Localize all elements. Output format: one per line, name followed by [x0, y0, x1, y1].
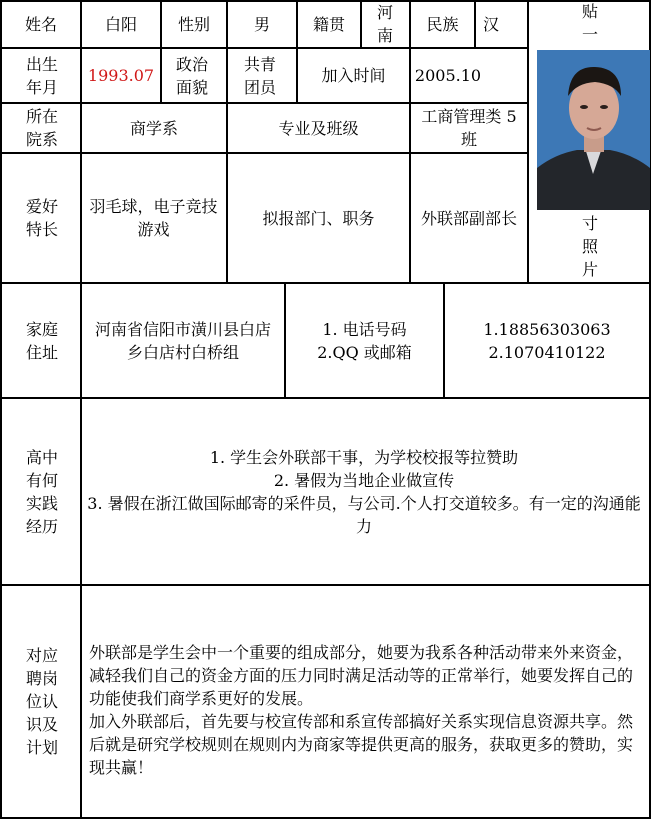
plan-paragraph: 外联部是学生会中一个重要的组成部分，她要为我系各种活动带来外来资金，减轻我们自己的资金方面的压力同时满足活动等的正常举行，她要发挥自己的功能使我们商学系更好的发展。: [89, 643, 634, 708]
experience-item: 2. 暑假为当地企业做宣传: [273, 470, 455, 490]
ethnicity-label: 民族: [426, 15, 459, 34]
plan-label: 对应聘岗位认识及计划: [25, 646, 58, 757]
name-label: 姓名: [24, 15, 57, 34]
address-value: 河南省信阳市潢川县白店乡白店村白桥组: [94, 319, 271, 362]
major-class-value: 工商管理类 5 班: [421, 107, 517, 149]
native-place-label: 籍贯: [312, 15, 345, 34]
experience-item: 1. 学生会外联部干事，为学校校报等拉赞助: [209, 447, 519, 467]
contact-values: [445, 284, 649, 397]
address-label: 家庭住址: [25, 319, 58, 362]
contact-labels: [286, 284, 443, 397]
experience-list: [84, 399, 644, 584]
political-label: 政治面貌: [175, 54, 208, 97]
photo-label-top: 贴一: [581, 2, 598, 44]
department-value: 商学系: [129, 118, 178, 138]
major-class-label: 专业及班级: [278, 118, 359, 138]
hobbies-label: 爱好特长: [25, 197, 58, 239]
photo-label-bottom: 寸照片: [581, 213, 598, 279]
phone-value: 1.18856303063: [483, 319, 611, 339]
qq-email-label: 2.QQ 或邮箱: [317, 342, 412, 362]
intended-position-label: 拟报部门、职务: [262, 208, 375, 228]
gender-label: 性别: [177, 15, 210, 34]
gender-value: 男: [253, 15, 270, 34]
department-label: 所在院系: [25, 107, 58, 149]
experience-item: 3. 暑假在浙江做国际邮寄的采件员，与公司.个人打交道较多。有一定的沟通能力: [87, 493, 641, 536]
birth-value: 1993.07: [87, 66, 155, 85]
native-place-value: 河南: [376, 2, 393, 45]
plan-paragraph: 加入外联部后，首先要与校宣传部和系宣传部搞好关系实现信息资源共享。然后就是研究学校规则在规则内为商家等提供更高的服务，获取更多的赞助，实现共赢！: [89, 712, 634, 777]
intended-position-value: 外联部副部长: [420, 208, 517, 228]
phone-label: 1. 电话号码: [322, 319, 407, 339]
hobbies-value: 羽毛球，电子竞技游戏: [89, 197, 218, 239]
experience-label: 高中有何实践经历: [25, 447, 58, 536]
applicant-photo: [537, 50, 650, 210]
join-time-value: 2005.10: [414, 66, 482, 85]
name-value: 白阳: [104, 15, 137, 34]
plan-text: [89, 641, 643, 791]
ethnicity-value: 汉: [482, 15, 499, 34]
birth-label: 出生年月: [25, 54, 58, 97]
join-time-label: 加入时间: [321, 66, 386, 85]
qq-email-value: 2.1070410122: [488, 342, 606, 362]
political-value: 共青团员: [243, 54, 276, 97]
